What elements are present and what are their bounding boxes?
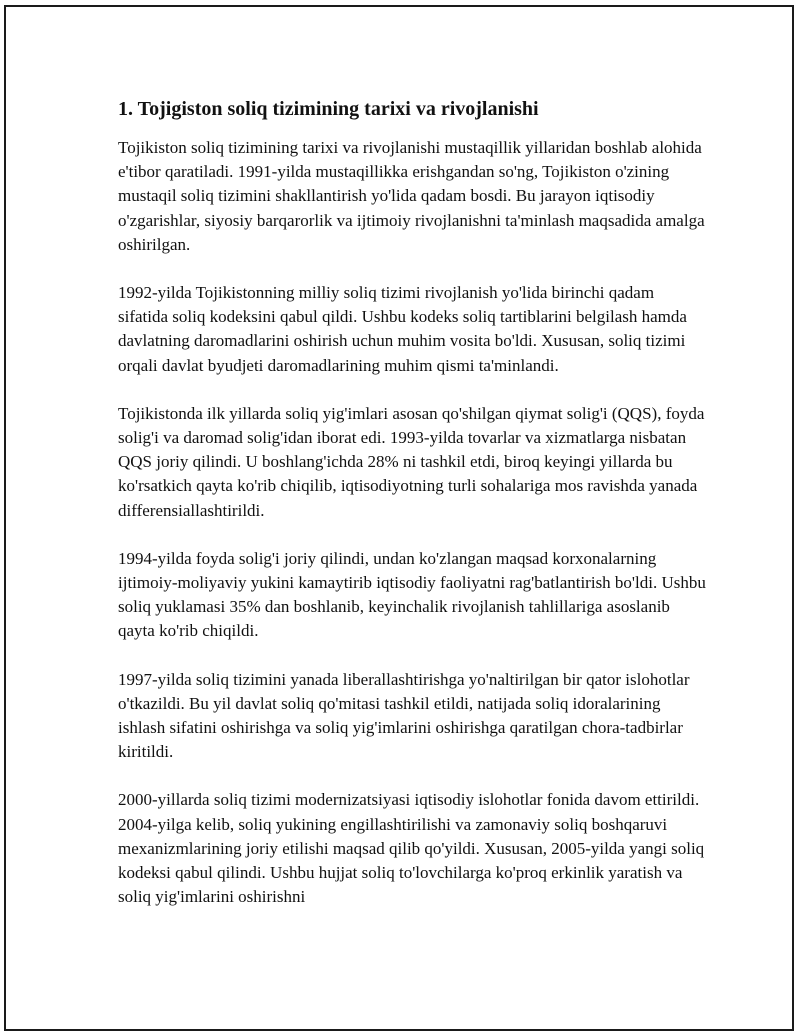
paragraph-early-taxes: Tojikistonda ilk yillarda soliq yig'imlari asosan qo'shilgan qiymat solig'i (QQS), foyda solig'i va daromad solig'idan iborat edi. 1993-yilda tovarlar va xizmatlarga nisbatan QQS joriy qilindi. U boshlang'ichda 28% ni tashkil etdi, biroq keyingi yillarda bu ko'rsatkich qayta ko'rib chiqilib, iqtisodiyotning turli sohalariga mos ravishda yanada differensiallashtirildi. (118, 403, 705, 520)
paragraph-1994-profit-tax: 1994-yilda foyda solig'i joriy qilindi, undan ko'zlangan maqsad korxonalarning ijtimoiy-moliyaviy yukini kamaytirib iqtisodiy faoliyatni rag'batlantirish bo'ldi. Ushbu soliq yuklamasi 35% dan boshlanib, keyinchalik rivojlanish tahlillariga asoslanib qayta ko'rib chiqildi. (118, 548, 706, 641)
page-frame (4, 5, 794, 1031)
paragraph-2000s-modernization: 2000-yillarda soliq tizimi modernizatsiyasi iqtisodiy islohotlar fonida davom ettirildi. 2004-yilga kelib, soliq yukining engillashtirilishi va zamonaviy soliq boshqaruvi mexanizmlarining joriy etilishi maqsad qilib qo'yildi. Xususan, 2005-yilda yangi soliq kodeksi qabul qilindi. Ushbu hujjat soliq to'lovchilarga ko'proq erkinlik yaratish va soliq yig'imlarini oshirishni (118, 790, 705, 907)
paragraph-1992-tax-code: 1992-yilda Tojikistonning milliy soliq tizimi rivojlanish yo'lida birinchi qadam sifatida soliq kodeksini qabul qildi. Ushbu kodeks soliq tartiblarini belgilash hamda davlatning daromadlarini oshirish uchun muhim vosita bo'ldi. Xususan, soliq tizimi orqali davlat byudjeti daromadlarining muhim qismi ta'minlandi. (118, 283, 687, 375)
paragraph-1997-reforms: 1997-yilda soliq tizimini yanada liberallashtirishga yo'naltirilgan bir qator islohotlar o'tkazildi. Bu yil davlat soliq qo'mitasi tashkil etildi, natijada soliq idoralarining ishlash sifatini oshirishga va soliq yig'imlarini oshirishga qaratilgan chora-tadbirlar kiritildi. (118, 669, 690, 762)
document-body (118, 97, 708, 933)
paragraph-independence: Tojikiston soliq tizimining tarixi va rivojlanishi mustaqillik yillaridan boshlab alohida e'tibor qaratiladi. 1991-yilda mustaqillikka erishgandan so'ng, Tojikiston o'zining mustaqil soliq tizimini shakllantirish yo'lida qadam bosdi. Bu jarayon iqtisodiy o'zgarishlar, siyosiy barqarorlik va ijtimoiy rivojlanishni ta'minlash maqsadida amalga oshirilgan. (118, 138, 705, 254)
section-heading: 1. Tojigiston soliq tizimining tarixi va rivojlanishi (118, 98, 539, 120)
